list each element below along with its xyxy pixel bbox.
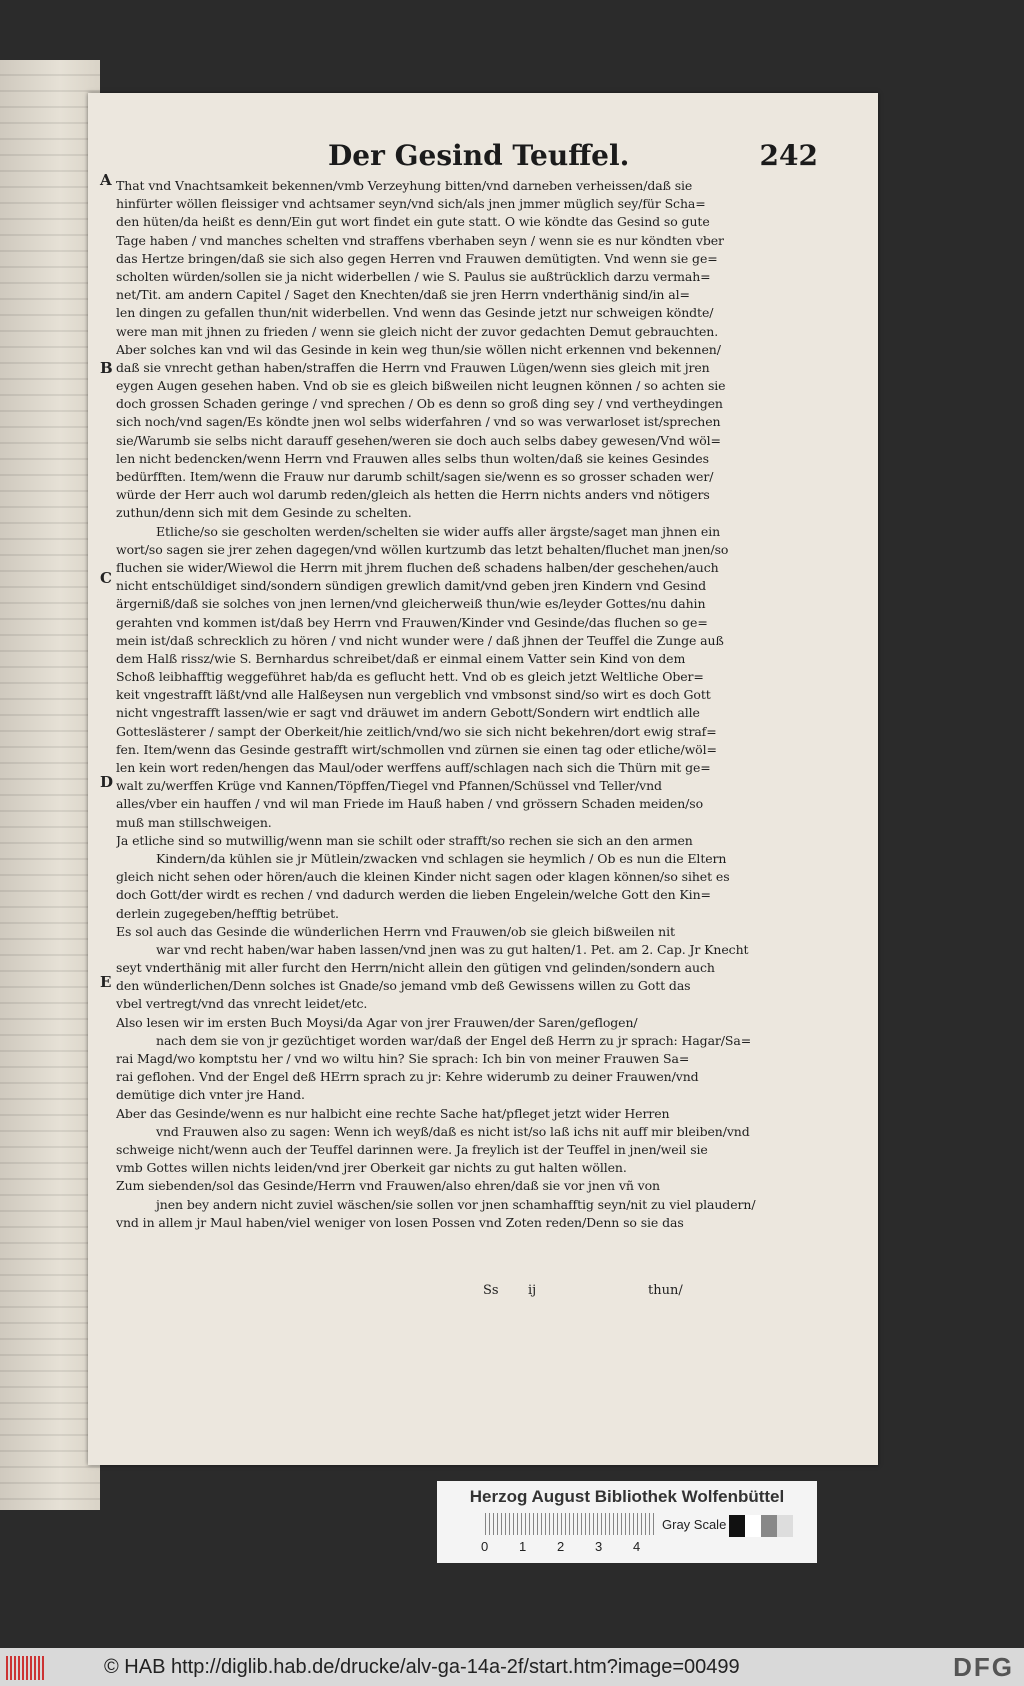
text-line: jnen bey andern nicht zuviel wäschen/sie sollen vor jnen schamhafftig seyn/nit zu viel plaudern/ — [156, 1196, 756, 1212]
gray-swatch — [745, 1515, 761, 1537]
text-line: Kindern/da kühlen sie jr Mütlein/zwacken vnd schlagen sie heymlich / Ob es nun die Eltern — [156, 850, 727, 866]
text-line: vbel vertregt/vnd das vnrecht leidet/etc. — [116, 996, 368, 1012]
ruler-numbers — [481, 1539, 671, 1555]
text-line: das Hertze bringen/daß sie sich also gegen Herren vnd Frauwen demütigten. Vnd wenn sie ge= — [116, 250, 718, 266]
text-line: Schoß leibhafftig weggeführet hab/da es geflucht hett. Vnd ob es gleich jetzt Weltliche Ober= — [116, 669, 704, 685]
text-line: fluchen sie wider/Wiewol die Herrn mit jhrem fluchen deß schadens halben/der geschehen/auch — [116, 559, 719, 575]
left-page-edge — [0, 60, 100, 1510]
dfg-logo: DFG — [953, 1652, 1014, 1682]
ruler-number: 2 — [557, 1539, 565, 1554]
gray-swatch — [777, 1515, 793, 1537]
text-line: nach dem sie von jr gezüchtiget worden war/daß der Engel deß Herrn zu jr sprach: Hagar/Sa= — [156, 1032, 752, 1048]
text-line: len nicht bedencken/wenn Herrn vnd Frauwen alles selbs thun wolten/daß sie keines Gesindes — [116, 450, 709, 466]
text-line: schweige nicht/wenn auch der Teuffel darinnen were. Ja freylich ist der Teuffel in jnen/weil sie — [116, 1141, 708, 1157]
margin-letter-a: A — [100, 171, 112, 189]
text-line: Ja etliche sind so mutwillig/wenn man sie schilt oder strafft/so rechen sie sich an den armen — [116, 832, 693, 848]
margin-letter-e: E — [100, 973, 112, 991]
hab-logo-icon — [6, 1656, 46, 1680]
text-line: nicht vngestrafft lassen/wie er sagt vnd dräuwet im andern Gebott/Sondern wirt endtlich alle — [116, 705, 700, 721]
text-line: len dingen zu gefallen thun/nit widerbellen. Vnd wenn das Gesinde jetzt nur schweigen köndte/ — [116, 305, 714, 321]
text-line: den wünderlichen/Denn solches ist Gnade/so jemand vmb deß Gewissens willen zu Gott das — [116, 978, 691, 994]
text-line: sich noch/vnd sagen/Es köndte jnen wol selbs widerfahren / vnd so was verwarloset ist/sprechen — [116, 414, 721, 430]
margin-letter-b: B — [100, 359, 113, 377]
text-line: net/Tit. am andern Capitel / Saget den Knechten/daß sie jren Herrn vnderthänig sind/in al= — [116, 287, 690, 303]
text-line: That vnd Vnachtsamkeit bekennen/vmb Verzeyhung bitten/vnd darneben verheissen/daß sie — [116, 178, 693, 193]
text-line: wort/so sagen sie jrer zehen dagegen/vnd wöllen kurtzumb das letzt behalten/fluchet man jnen/so — [116, 541, 729, 557]
text-line: len kein wort reden/hengen das Maul/oder werffens auff/schlagen nach sich die Thürn mit ge= — [116, 760, 711, 775]
text-line: muß man stillschweigen. — [116, 814, 272, 830]
text-line: Etliche/so sie gescholten werden/schelten sie wider auffs aller ärgste/saget man jhnen ein — [156, 523, 721, 539]
text-line: rai geflohen. Vnd der Engel deß HErrn sprach zu jr: Kehre widerumb zu deiner Frauwen/vnd — [116, 1069, 699, 1085]
text-line: keit vngestrafft läßt/vnd alle Halßeysen nun vergeblich vnd vmbsonst sind/so wirt es doch Gott — [116, 687, 711, 703]
text-line: Tage haben / vnd manches schelten vnd straffens vberhaben seyn / wenn sie es nur köndten vber — [116, 232, 724, 248]
ruler-number: 4 — [633, 1539, 641, 1554]
text-line: Aber solches kan vnd wil das Gesinde in kein weg thun/sie wöllen nicht erkennen vnd bekennen/ — [116, 341, 721, 357]
page-number: 242 — [759, 139, 818, 172]
catchword: thun/ — [648, 1283, 683, 1298]
text-line: derlein zugegeben/hefftig betrübet. — [116, 905, 339, 921]
gray-scale-label: Gray Scale — [662, 1517, 727, 1532]
text-line: zuthun/denn sich mit dem Gesinde zu schelten. — [116, 505, 412, 521]
copyright-url[interactable]: © HAB http://diglib.hab.de/drucke/alv-ga-14a-2f/start.htm?image=00499 — [104, 1656, 740, 1678]
text-line: eygen Augen gesehen haben. Vnd ob sie es gleich bißweilen nicht leugnen können / so achten sie — [116, 378, 726, 394]
gray-swatch — [761, 1515, 777, 1537]
signature-number: ij — [528, 1283, 537, 1298]
library-name: Herzog August Bibliothek Wolfenbüttel — [469, 1487, 785, 1506]
ruler-number: 1 — [519, 1539, 527, 1554]
ruler-scale — [485, 1513, 655, 1535]
text-line: würde der Herr auch wol darumb reden/gleich als hetten die Herrn nichts anders vnd nötigers — [116, 487, 710, 503]
margin-letter-d: D — [100, 773, 114, 791]
text-line: seyt vnderthänig mit aller furcht den Herrn/nicht allein den gütigen vnd gelinden/sondern auch — [116, 960, 715, 976]
text-line: vmb Gottes willen nichts leiden/vnd jrer Oberkeit gar nichts zu gut halten wöllen. — [116, 1160, 627, 1176]
margin-letter-c: C — [100, 569, 112, 587]
text-line: Es sol auch das Gesinde die wünderlichen Herrn vnd Frauwen/ob sie gleich bißweilen nit — [116, 923, 675, 939]
book-page — [88, 93, 878, 1465]
running-header — [88, 139, 878, 179]
text-line: Gotteslästerer / sampt der Oberkeit/hie zeitlich/vnd/wo sie sich nicht bekehren/dort ewig straf= — [116, 723, 717, 739]
text-line: doch Gott/der wirdt es rechen / vnd dadurch werden die lieben Engelein/welche Gott den Kin= — [116, 887, 711, 903]
text-line: doch grossen Schaden geringe / vnd sprechen / Ob es denn so groß ding sey / vnd vertheydingen — [116, 396, 723, 412]
text-line: scholten würden/sollen sie ja nicht widerbellen / wie S. Paulus sie außtrücklich darzu vermah= — [116, 268, 711, 284]
ruler-number: 3 — [595, 1539, 603, 1554]
text-line: war vnd recht haben/war haben lassen/vnd jnen was zu gut halten/1. Pet. am 2. Cap. Jr Knecht — [156, 941, 749, 957]
text-line: mein ist/daß schrecklich zu hören / vnd nicht wunder were / daß jhnen der Teuffel die Zunge auß — [116, 632, 724, 648]
signature-mark: Ss — [483, 1283, 499, 1298]
text-line: daß sie vnrecht gethan haben/straffen die Herrn vnd Frauwen Lügen/wenn sies gleich mit jren — [116, 359, 710, 375]
text-line: demütige dich vnter jre Hand. — [116, 1087, 305, 1103]
ruler-number: 0 — [481, 1539, 489, 1554]
running-title: Der Gesind Teuffel. — [328, 139, 630, 172]
text-line: fen. Item/wenn das Gesinde gestrafft wirt/schmollen vnd zürnen sie einen tag oder etliche/wöl= — [116, 741, 717, 757]
text-line: sie/Warumb sie selbs nicht darauff gesehen/weren sie doch auch selbs dabey gewesen/Vnd wöl= — [116, 432, 721, 448]
color-scale-card — [437, 1481, 817, 1563]
text-line: Aber das Gesinde/wenn es nur halbicht eine rechte Sache hat/pfleget jetzt wider Herren — [116, 1105, 670, 1121]
text-line: gerahten vnd kommen ist/daß bey Herrn vnd Frauwen/Kinder vnd Gesinde/das fluchen so ge= — [116, 614, 708, 630]
text-line: Zum siebenden/sol das Gesinde/Herrn vnd Frauwen/also ehren/daß sie vor jnen vñ von — [116, 1178, 660, 1194]
text-line: rai Magd/wo komptstu her / vnd wo wiltu hin? Sie sprach: Ich bin von meiner Frauwen Sa= — [116, 1051, 690, 1066]
text-line: hinfürter wöllen fleissiger vnd achtsamer seyn/vnd sich/als jnen jmmer müglich sey/für Scha= — [116, 196, 706, 212]
text-line: vnd in allem jr Maul haben/viel weniger von losen Possen vnd Zoten reden/Denn so sie das — [116, 1214, 684, 1230]
text-line: alles/vber ein hauffen / vnd wil man Friede im Hauß haben / vnd grössern Schaden meiden/so — [116, 796, 704, 812]
gray-swatch — [729, 1515, 745, 1537]
text-line: nicht entschüldiget sind/sondern sündigen grewlich damit/vnd geben jren Kindern vnd Gesind — [116, 578, 707, 594]
text-line: were man mit jhnen zu frieden / wenn sie gleich nicht der zuvor gedachten Demut gebrauchten. — [116, 323, 719, 339]
text-line: Also lesen wir im ersten Buch Moysi/da Agar von jrer Frauwen/der Saren/geflogen/ — [116, 1014, 638, 1030]
text-line: gleich nicht sehen oder hören/auch die kleinen Kinder nicht sagen oder klagen können/so sihet es — [116, 869, 730, 885]
viewer-footer-bar — [0, 1648, 1024, 1686]
text-line: vnd Frauwen also zu sagen: Wenn ich weyß/daß es nicht ist/so laß ichs nit auff mir bleiben/vnd — [156, 1123, 750, 1139]
text-line: den hüten/da heißt es denn/Ein gut wort findet ein gute statt. O wie köndte das Gesind so gute — [116, 214, 710, 230]
text-line: bedürfften. Item/wenn die Frauw nur darumb schilt/sagen sie/wenn es so grosser schaden wer/ — [116, 469, 714, 484]
page-footer — [88, 1283, 878, 1303]
text-line: walt zu/werffen Krüge vnd Kannen/Töpffen/Tiegel vnd Pfannen/Schüssel vnd Teller/vnd — [116, 778, 662, 794]
body-text — [116, 177, 806, 1317]
text-line: ärgerniß/daß sie solches von jnen lernen/vnd gleicherweiß thun/wie es/leyder Gottes/nu dahin — [116, 596, 706, 612]
text-line: dem Halß rissz/wie S. Bernhardus schreibet/daß er einmal einem Vatter sein Kind von dem — [116, 650, 686, 666]
